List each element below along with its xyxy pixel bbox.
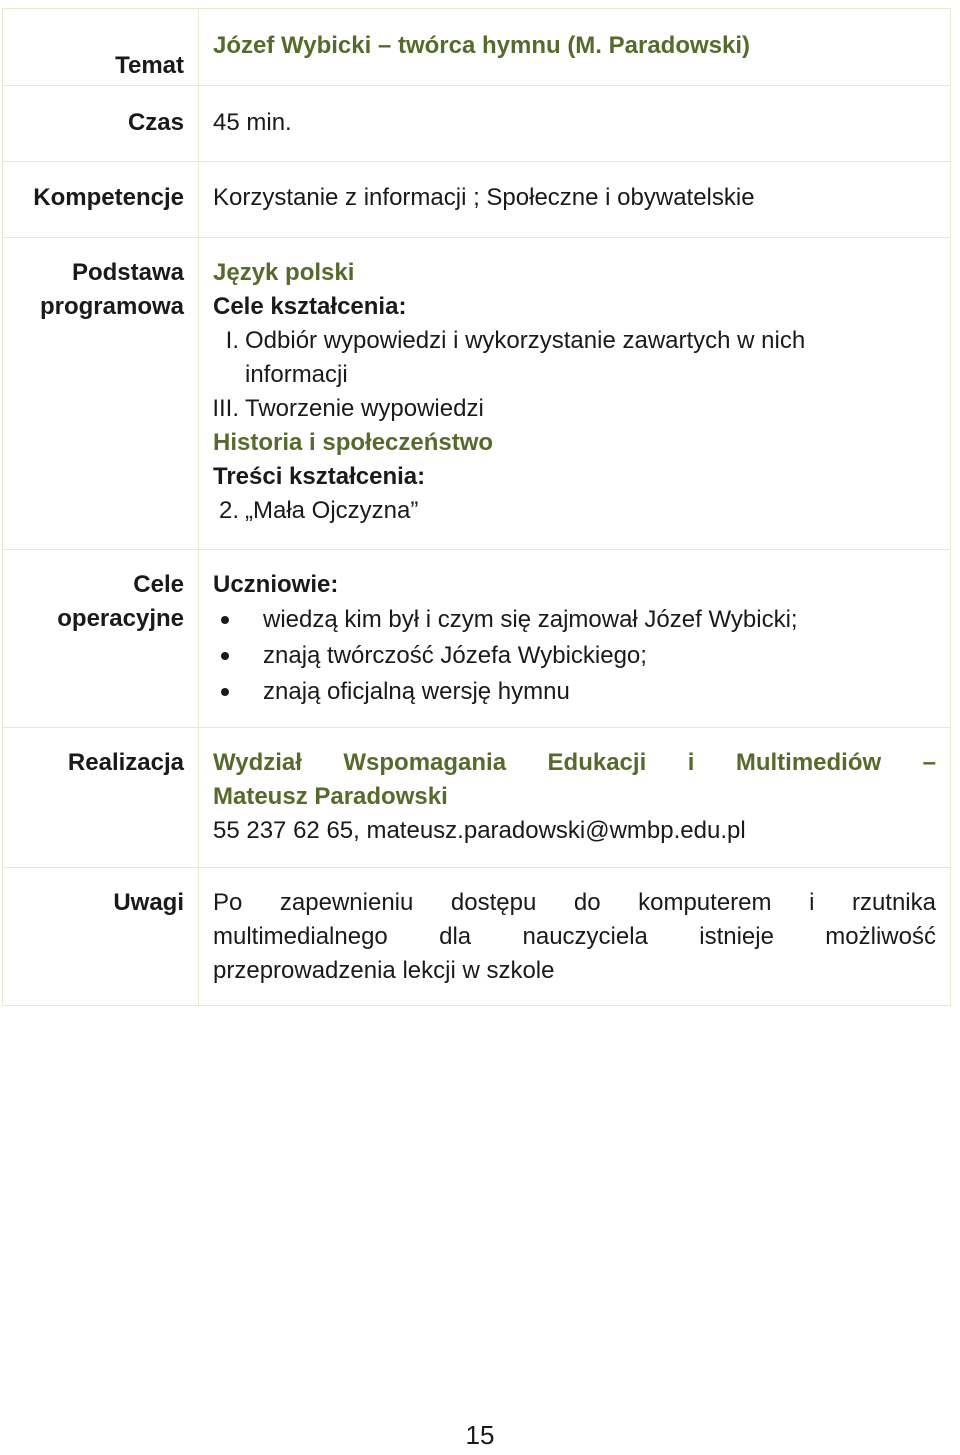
lesson-plan-table <box>2 8 951 1006</box>
bullet-icon <box>221 688 229 696</box>
list-item: wiedzą kim był i czym się zajmował Józef Wybicki; <box>213 602 936 638</box>
subject-history: Historia i społeczeństwo <box>213 429 494 456</box>
topic-title: Józef Wybicki – twórca hymnu (M. Paradowski) <box>213 32 751 59</box>
value-temat <box>199 9 951 86</box>
row-cele <box>3 550 951 728</box>
list-item: znają twórczość Józefa Wybickiego; <box>213 638 936 674</box>
label-czas: Czas <box>3 86 199 162</box>
value-podstawa <box>199 238 951 550</box>
list-item: III. Tworzenie wypowiedzi <box>212 395 484 422</box>
tresci-ksztalcenia-heading: Treści kształcenia: <box>213 463 426 490</box>
notes-line2: multimedialnego dla nauczyciela istnieje możliwość <box>213 923 936 950</box>
tresci-list <box>213 494 936 528</box>
cele-ksztalcenia-list <box>213 324 936 426</box>
page-number: 15 <box>465 1420 495 1450</box>
list-item: I. Odbiór wypowiedzi i wykorzystanie zawartych w nich informacji <box>225 327 806 388</box>
value-czas <box>199 86 951 162</box>
cele-ksztalcenia-heading: Cele kształcenia: <box>213 293 407 320</box>
bullet-icon <box>221 652 229 660</box>
duration: 45 min. <box>213 109 292 136</box>
row-czas <box>3 86 951 162</box>
organization-line2: Mateusz Paradowski <box>213 783 448 810</box>
competences: Korzystanie z informacji ; Społeczne i obywatelskie <box>213 184 755 211</box>
list-item: znają oficjalną wersję hymnu <box>213 674 936 710</box>
value-realizacja <box>199 728 951 868</box>
uczniowie-heading: Uczniowie: <box>213 571 339 598</box>
label-cele: Cele operacyjne <box>3 550 199 728</box>
value-uwagi <box>199 868 951 1006</box>
value-cele <box>199 550 951 728</box>
organization-line1: Wydział Wspomagania Edukacji i Multimediów – <box>213 749 936 776</box>
row-realizacja <box>3 728 951 868</box>
label-realizacja: Realizacja <box>3 728 199 868</box>
notes-line1: Po zapewnieniu dostępu do komputerem i rzutnika <box>213 889 936 916</box>
row-uwagi <box>3 868 951 1006</box>
objectives-list <box>213 602 936 710</box>
bullet-icon <box>221 616 229 624</box>
label-kompetencje: Kompetencje <box>3 162 199 238</box>
notes-line3: przeprowadzenia lekcji w szkole <box>213 957 555 984</box>
row-podstawa <box>3 238 951 550</box>
label-uwagi: Uwagi <box>3 868 199 1006</box>
value-kompetencje <box>199 162 951 238</box>
row-kompetencje <box>3 162 951 238</box>
label-temat: Temat <box>3 9 199 86</box>
row-temat <box>3 9 951 86</box>
list-item: 2. „Mała Ojczyzna” <box>218 497 419 524</box>
contact-info: 55 237 62 65, mateusz.paradowski@wmbp.edu.pl <box>213 817 746 844</box>
label-podstawa: Podstawa programowa <box>3 238 199 550</box>
subject-polish: Język polski <box>213 259 355 286</box>
